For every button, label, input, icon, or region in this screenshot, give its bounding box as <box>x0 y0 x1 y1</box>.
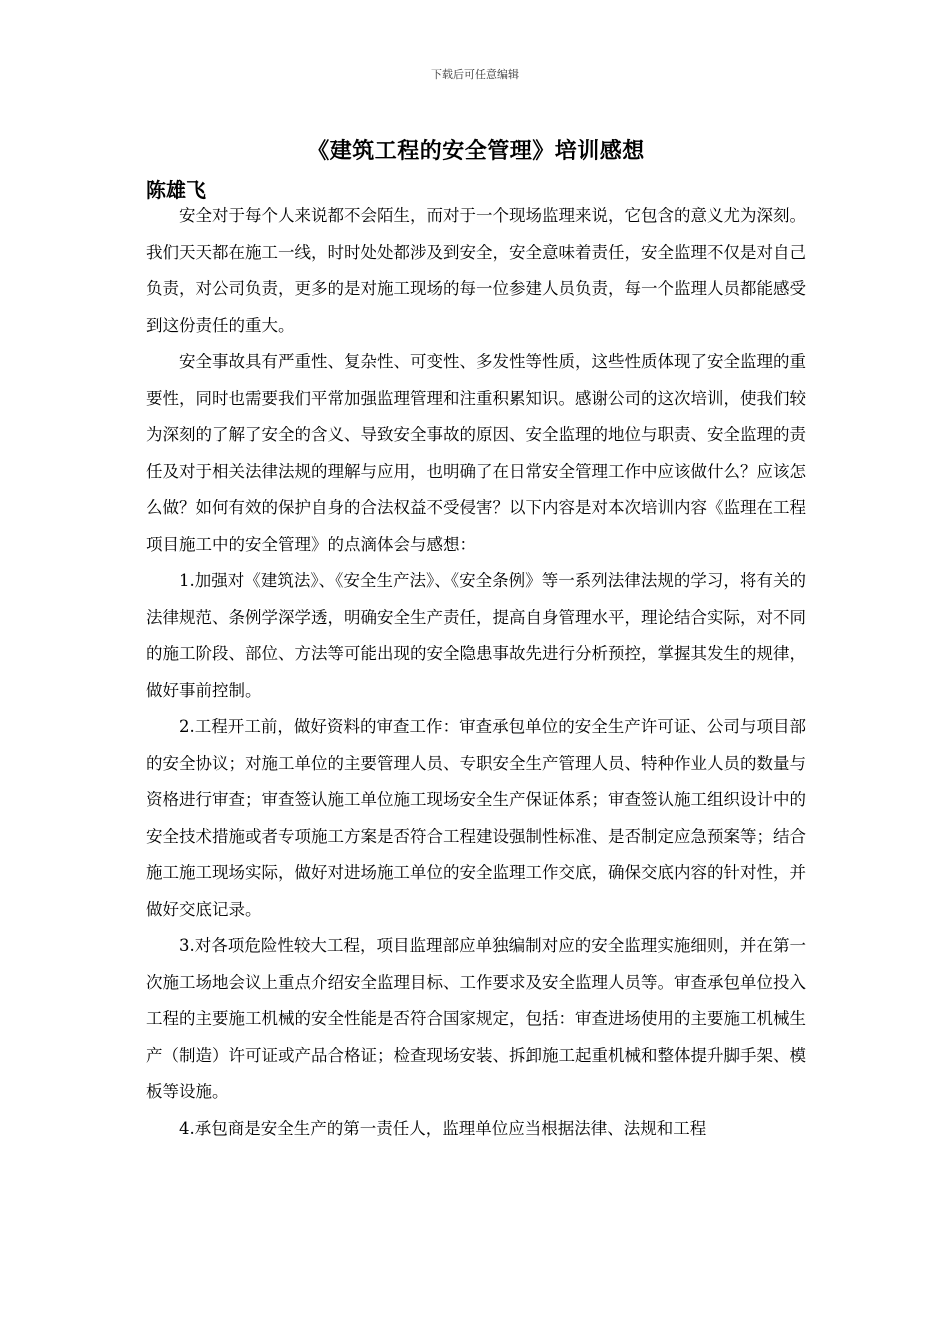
document-title: 《建筑工程的安全管理》培训感想 <box>307 139 645 164</box>
document-body <box>146 198 806 1147</box>
paragraph-1: 安全对于每个人来说都不会陌生，而对于一个现场监理来说，它包含的意义尤为深刻。我们天天都在施工一线，时时处处都涉及到安全，安全意味着责任，安全监理不仅是对自己负责，对公司负责，更多的是对施工现场的每一位参建人员负责，每一个监理人员都能感受到这份责任的重大。 <box>146 206 806 335</box>
header-note: 下载后可任意编辑 <box>431 68 519 81</box>
paragraph-4: 2.工程开工前，做好资料的审查工作：审查承包单位的安全生产许可证、公司与项目部的安全协议；对施工单位的主要管理人员、专职安全生产管理人员、特种作业人员的数量与资格进行审查；审查签认施工单位施工现场安全生产保证体系；审查签认施工组织设计中的安全技术措施或者专项施工方案是否符合工程建设强制性标准、是否制定应急预案等；结合施工施工现场实际，做好对进场施工单位的安全监理工作交底，确保交底内容的针对性，并做好交底记录。 <box>146 717 806 919</box>
paragraph-5: 3.对各项危险性较大工程，项目监理部应单独编制对应的安全监理实施细则，并在第一次施工场地会议上重点介绍安全监理目标、工作要求及安全监理人员等。审查承包单位投入工程的主要施工机械的安全性能是否符合国家规定，包括：审查进场使用的主要施工机械生产（制造）许可证或产品合格证；检查现场安装、拆卸施工起重机械和整体提升脚手架、模板等设施。 <box>146 936 806 1101</box>
paragraph-6: 4.承包商是安全生产的第一责任人，监理单位应当根据法律、法规和工程 <box>179 1118 707 1138</box>
paragraph-2: 安全事故具有严重性、复杂性、可变性、多发性等性质，这些性质体现了安全监理的重要性，同时也需要我们平常加强监理管理和注重积累知识。感谢公司的这次培训，使我们较为深刻的了解了安全的含义、导致安全事故的原因、安全监理的地位与职责、安全监理的责任及对于相关法律法规的理解与应用，也明确了在日常安全管理工作中应该做什么？应该怎么做？如何有效的保护自身的合法权益不受侵害？以下内容是对本次培训内容《监理在工程项目施工中的安全管理》的点滴体会与感想： <box>146 352 806 554</box>
author-name: 陈雄飞 <box>146 178 206 202</box>
paragraph-3: 1.加强对《建筑法》、《安全生产法》、《安全条例》等一系列法律法规的学习，将有关的法律规范、条例学深学透，明确安全生产责任，提高自身管理水平，理论结合实际，对不同的施工阶段、部位、方法等可能出现的安全隐患事故先进行分析预控，掌握其发生的规律，做好事前控制。 <box>146 571 806 700</box>
